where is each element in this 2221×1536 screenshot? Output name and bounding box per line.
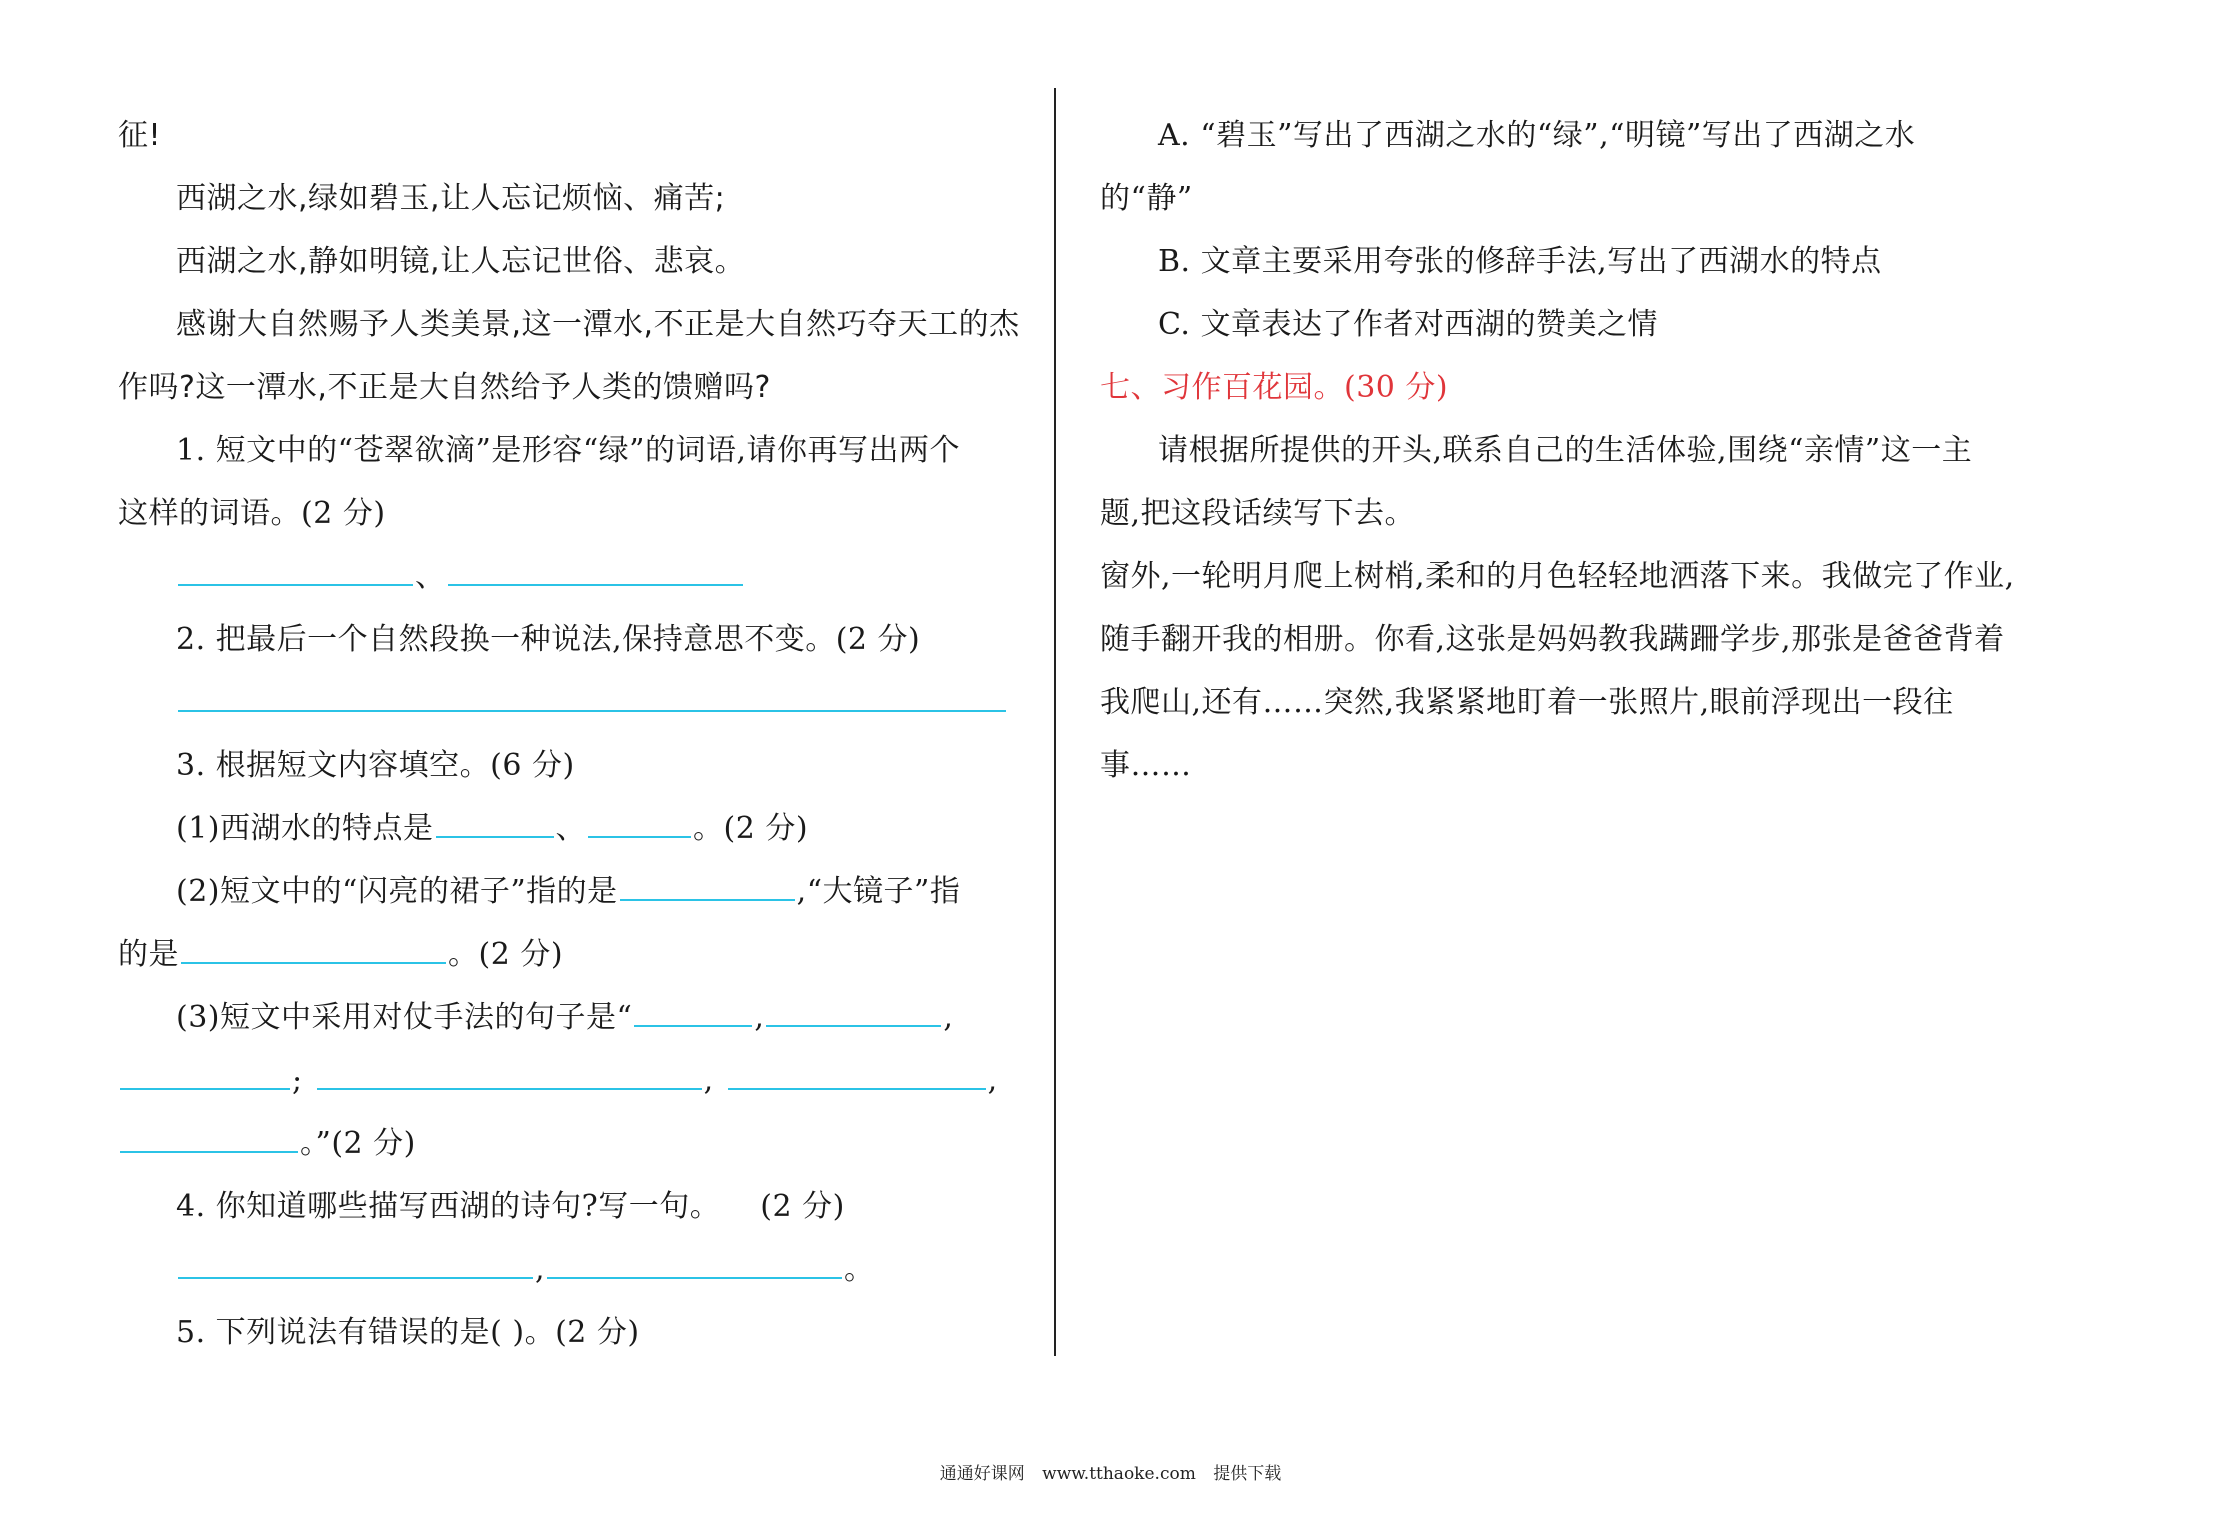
- prompt-text: ,“大镜子”指: [796, 874, 961, 909]
- option-b: B. 文章主要采用夸张的修辞手法,写出了西湖水的特点: [1158, 244, 1882, 279]
- separator: 、: [415, 559, 446, 594]
- question-3-3-end: [118, 1112, 1008, 1175]
- question-1-text: 1. 短文中的“苍翠欲滴”是形容“绿”的词语,请你再写出两个: [176, 433, 961, 468]
- separator: ,: [535, 1252, 546, 1287]
- score-text: 。”(2 分): [300, 1126, 416, 1161]
- answer-blank[interactable]: [120, 1050, 290, 1090]
- score-text: 。(2 分): [693, 811, 809, 846]
- passage-line: 西湖之水,静如明镜,让人忘记世俗、悲哀。: [176, 244, 746, 279]
- question-5-text: 5. 下列说法有错误的是( )。(2 分): [176, 1315, 640, 1350]
- answer-blank[interactable]: [317, 1050, 702, 1090]
- question-3-2: [118, 860, 1008, 923]
- question-4-text: [118, 1175, 1008, 1238]
- page-footer: [0, 1459, 2221, 1484]
- answer-blank[interactable]: [120, 1113, 298, 1153]
- separator: ,: [703, 1063, 714, 1098]
- separator: ,: [943, 1000, 954, 1035]
- section-7-heading: 七、习作百花园。(30 分): [1100, 370, 1449, 405]
- passage-line: 西湖之水,绿如碧玉,让人忘记烦恼、痛苦;: [176, 181, 726, 216]
- separator: 。: [844, 1252, 875, 1287]
- separator: ,: [754, 1000, 765, 1035]
- answer-blank[interactable]: [178, 1239, 533, 1279]
- answer-blank[interactable]: [436, 798, 554, 838]
- question-2-answer-row: [118, 671, 1008, 734]
- prompt-text: 的是: [118, 937, 179, 972]
- writing-prompt: 请根据所提供的开头,联系自己的生活体验,围绕“亲情”这一主: [1158, 433, 1973, 468]
- footer-note: 提供下载: [1213, 1464, 1282, 1484]
- story-opening: 随手翻开我的相册。你看,这张是妈妈教我蹒跚学步,那张是爸爸背着: [1100, 622, 2005, 657]
- prompt-text: (1)西湖水的特点是: [176, 811, 434, 846]
- question-1-text-cont: 这样的词语。(2 分): [118, 496, 386, 531]
- score-text: 。(2 分): [448, 937, 564, 972]
- option-a-cont: 的“静”: [1100, 181, 1193, 216]
- footer-url[interactable]: www.tthaoke.com: [1042, 1464, 1196, 1484]
- question-1-answer-row: [118, 545, 1008, 608]
- option-a: A. “碧玉”写出了西湖之水的“绿”,“明镜”写出了西湖之水: [1158, 118, 1916, 153]
- answer-blank[interactable]: [181, 924, 446, 964]
- answer-blank[interactable]: [766, 987, 941, 1027]
- question-3-1: [118, 797, 1008, 860]
- prompt-text: (3)短文中采用对仗手法的句子是“: [176, 1000, 633, 1035]
- right-column: [1100, 104, 2015, 797]
- passage-line: 作吗?这一潭水,不正是大自然给予人类的馈赠吗?: [118, 370, 771, 405]
- separator: ;: [292, 1063, 303, 1098]
- separator: 、: [555, 811, 586, 846]
- question-2-text: 2. 把最后一个自然段换一种说法,保持意思不变。(2 分): [176, 622, 921, 657]
- story-opening: 窗外,一轮明月爬上树梢,柔和的月色轻轻地洒落下来。我做完了作业,: [1100, 559, 2015, 594]
- answer-blank[interactable]: [448, 546, 743, 586]
- footer-site-name: 通通好课网: [939, 1464, 1025, 1484]
- answer-blank[interactable]: [547, 1239, 842, 1279]
- prompt-text: (2)短文中的“闪亮的裙子”指的是: [176, 874, 618, 909]
- writing-prompt-cont: 题,把这段话续写下去。: [1100, 496, 1416, 531]
- question-3-3: [118, 986, 1008, 1049]
- option-c: C. 文章表达了作者对西湖的赞美之情: [1158, 307, 1658, 342]
- answer-blank[interactable]: [634, 987, 752, 1027]
- story-opening: 我爬山,还有……突然,我紧紧地盯着一张照片,眼前浮现出一段往: [1100, 685, 1954, 720]
- question-4-answer-row: [118, 1238, 1008, 1301]
- prompt-text: 4. 你知道哪些描写西湖的诗句?写一句。: [176, 1189, 721, 1224]
- question-3-3-cont: [118, 1049, 1008, 1112]
- answer-blank[interactable]: [588, 798, 691, 838]
- answer-blank[interactable]: [178, 672, 1006, 712]
- column-divider: [1054, 88, 1056, 1356]
- answer-blank[interactable]: [178, 546, 413, 586]
- story-opening: 事……: [1100, 748, 1192, 783]
- left-column: [118, 104, 1020, 1364]
- answer-blank[interactable]: [728, 1050, 986, 1090]
- separator: ,: [987, 1063, 998, 1098]
- passage-line: 征!: [118, 118, 162, 153]
- question-3-text: 3. 根据短文内容填空。(6 分): [176, 748, 575, 783]
- question-3-2-cont: [118, 923, 1008, 986]
- passage-line: 感谢大自然赐予人类美景,这一潭水,不正是大自然巧夺天工的杰: [176, 307, 1020, 342]
- score-text: (2 分): [760, 1189, 845, 1224]
- answer-blank[interactable]: [620, 861, 795, 901]
